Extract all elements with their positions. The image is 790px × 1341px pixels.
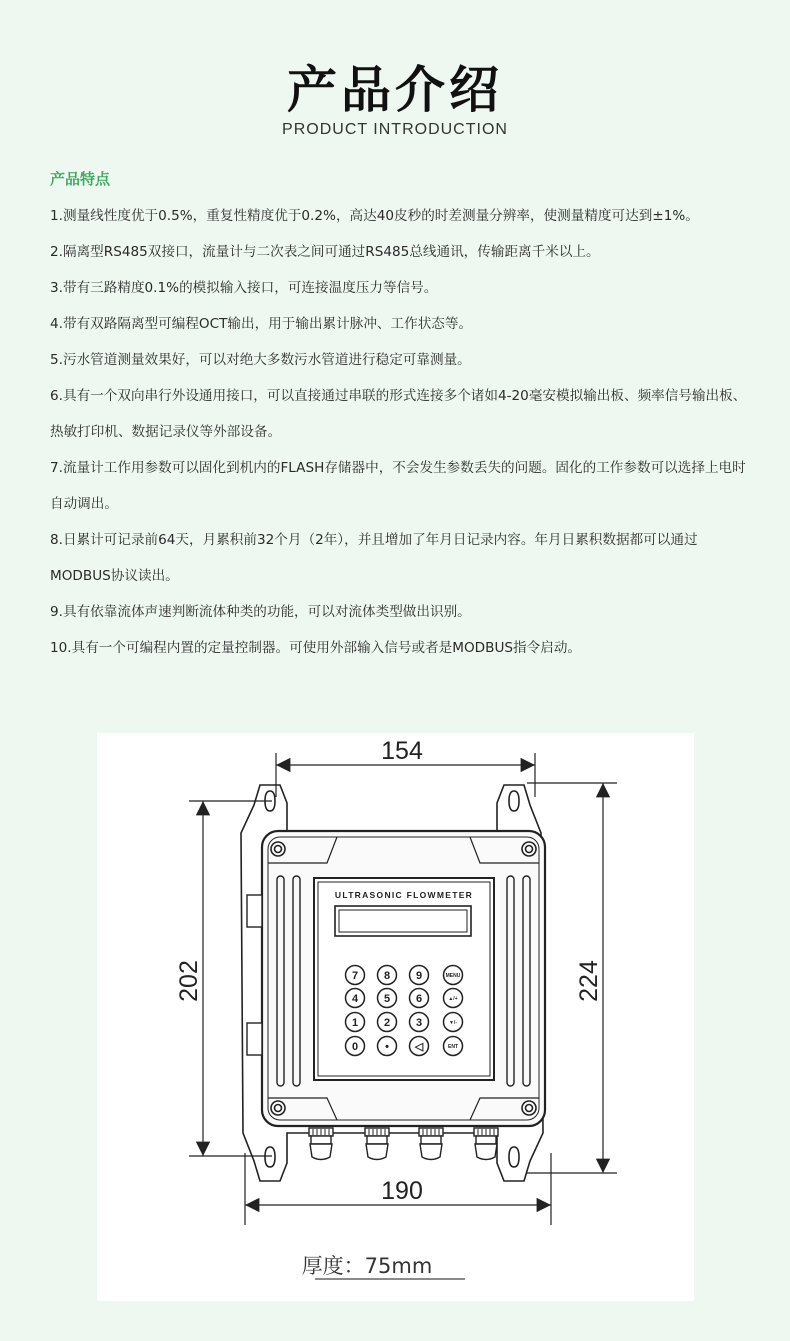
- feature-item-9: 9.具有依靠流体声速判断流体种类的功能，可以对流体类型做出识别。: [50, 604, 471, 620]
- features-heading: 产品特点: [50, 170, 111, 188]
- feature-item-5: 5.污水管道测量效果好，可以对绝大多数污水管道进行稳定可靠测量。: [50, 352, 471, 368]
- feature-item-3: 3.带有三路精度0.1%的模拟输入接口，可连接温度压力等信号。: [50, 280, 438, 296]
- key-label: ◁: [414, 1041, 424, 1053]
- page-subtitle: PRODUCT INTRODUCTION: [282, 121, 508, 138]
- key-label: 9: [415, 970, 423, 982]
- dimension-left-label: 202: [175, 960, 203, 1002]
- cable-gland: [419, 1128, 443, 1160]
- feature-item-4: 4.带有双路隔离型可编程OCT输出，用于输出累计脉冲、工作状态等。: [50, 316, 473, 332]
- dimension-bottom-label: 190: [381, 1177, 423, 1205]
- key-label: 5: [383, 993, 391, 1005]
- feature-item-10: 10.具有一个可编程内置的定量控制器。可使用外部输入信号或者是MODBUS指令启动。: [50, 640, 582, 656]
- key-label: ENT: [448, 1044, 458, 1050]
- features-list: [50, 198, 750, 666]
- key-label: 4: [351, 993, 359, 1005]
- thickness-label: 厚度：75mm: [301, 1254, 433, 1278]
- dimension-top-label: 154: [381, 737, 423, 765]
- feature-item-8: 8.日累计可记录前64天，月累积前32个月（2年），并且增加了年月日记录内容。年月日累积数据都可以通过MODBUS协议读出。: [50, 532, 698, 584]
- key-label: 7: [351, 970, 359, 982]
- key-label: 2: [383, 1017, 391, 1029]
- page-title: 产品介绍: [287, 61, 503, 119]
- key-label: 1: [351, 1017, 359, 1029]
- key-label: 8: [383, 970, 391, 982]
- key-label: 3: [415, 1017, 423, 1029]
- key-label: •: [385, 1041, 389, 1053]
- cable-gland: [474, 1128, 498, 1160]
- key-label: 6: [415, 993, 423, 1005]
- key-label: 0: [351, 1041, 359, 1053]
- device-label: ULTRASONIC FLOWMETER: [334, 890, 474, 900]
- key-label: MENU: [445, 973, 461, 979]
- feature-item-7: 7.流量计工作用参数可以固化到机内的FLASH存储器中，不会发生参数丢失的问题。固化的工作参数可以选择上电时自动调出。: [50, 460, 746, 512]
- key-label: ▼/-: [448, 1020, 458, 1026]
- cable-gland: [309, 1128, 333, 1160]
- feature-item-2: 2.隔离型RS485双接口，流量计与二次表之间可通过RS485总线通讯，传输距离千米以上。: [50, 244, 600, 260]
- cable-gland: [365, 1128, 389, 1160]
- dimension-right-label: 224: [575, 960, 603, 1002]
- dimension-drawing: [97, 733, 694, 1301]
- feature-item-1: 1.测量线性度优于0.5%，重复性精度优于0.2%，高达40皮秒的时差测量分辨率，使测量精度可达到±1%。: [50, 208, 699, 224]
- dimension-drawing-panel: [97, 733, 694, 1301]
- key-label: ▲/+: [448, 996, 458, 1002]
- feature-item-6: 6.具有一个双向串行外设通用接口，可以直接通过串联的形式连接多个诸如4-20毫安模拟输出板、频率信号输出板、热敏打印机、数据记录仪等外部设备。: [50, 388, 747, 440]
